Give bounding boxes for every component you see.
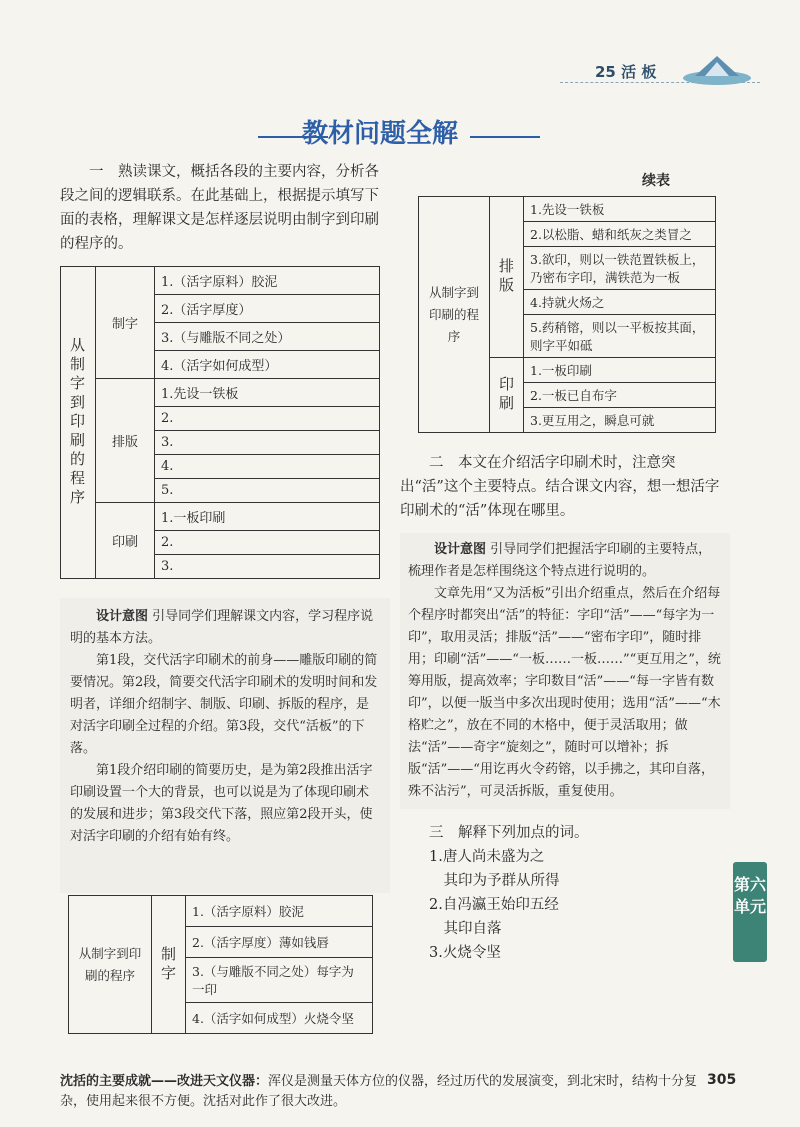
table-cell: 3.欲印，则以一铁范置铁板上，乃密布字印，满铁范为一板: [524, 247, 716, 290]
q3-line: 1.唐人尚未盛为之: [429, 849, 545, 865]
table-procedure-blank: [60, 266, 380, 579]
question-3: [400, 821, 730, 965]
section-name: 印刷: [96, 503, 155, 579]
design-note-1: [60, 598, 390, 893]
table-procedure-answered: [68, 895, 373, 1034]
question-2: 二 本文在介绍活字印刷术时，注意突出“活”这个主要特点。结合课文内容，想一想活字印刷术的“活”体现在哪里。: [400, 455, 720, 519]
table-cell: 4.（活字如何成型）火烧令坚: [186, 1003, 373, 1034]
table-group-cell: 从制字到印刷的程序: [69, 896, 152, 1034]
table-cell: 3.（与雕版不同之处）每字为一印: [186, 958, 373, 1003]
table-cell: 2.（活字厚度）: [155, 295, 380, 323]
table-cell: 1.先设一铁板: [155, 379, 380, 407]
table-cell: 1.先设一铁板: [524, 197, 716, 222]
table-cell: 2.: [155, 407, 380, 431]
question-3-title: 三 解释下列加点的词。: [429, 825, 589, 841]
note-label: 设计意图: [434, 542, 487, 557]
table-cell: 4.（活字如何成型）: [155, 351, 380, 379]
note-lead: 引导同学们理解课文内容，学习程序说明的基本方法。: [70, 609, 374, 646]
q3-item: [400, 845, 730, 965]
table-cell: 1.一板印刷: [524, 358, 716, 383]
ship-logo-icon: [680, 52, 755, 86]
table-cell: 1.一板印刷: [155, 503, 380, 531]
q3-line: 其印为予群从所得: [443, 873, 560, 889]
table-cell: 3.: [155, 555, 380, 579]
table-cell: 2.: [155, 531, 380, 555]
table-group-cell: 从制字到印刷的程序: [419, 197, 490, 433]
table-cell: 5.: [155, 479, 380, 503]
note-lead: 引导同学们把握活字印刷的主要特点，梳理作者是怎样围绕这个特点进行说明的。: [408, 542, 712, 579]
design-note-2: [400, 533, 730, 809]
table-cell: 1.（活字原料）胶泥: [186, 896, 373, 927]
table-cell: 3.更互用之，瞬息可就: [524, 408, 716, 433]
table-cell: 4.持就火炀之: [524, 290, 716, 315]
footer-text: 浑仪是测量天体方位的仪器，经过历代的发展演变，到北宋时，结构十分复杂，使用起来很不方便。沈括对此作了很大改进。: [60, 1074, 698, 1109]
table-cell: 4.: [155, 455, 380, 479]
table-group-cell: 从制字到印刷的程序: [61, 267, 96, 579]
table-procedure-continued: [418, 196, 716, 433]
left-column: [60, 160, 390, 579]
question-1: 一 熟读课文，概括各段的主要内容，分析各段之间的逻辑联系。在此基础上，根据提示填写下面的表格，理解课文是怎样逐层说明由制字到印刷的程序的。: [60, 164, 379, 252]
footer-note: [60, 1072, 700, 1112]
section-name: 印刷: [490, 358, 524, 433]
table-cell: 2.（活字厚度）薄如钱唇: [186, 927, 373, 958]
table-cell: 3.: [155, 431, 380, 455]
section-title: 教材问题全解: [301, 119, 458, 149]
note-label: 设计意图: [96, 609, 149, 624]
table-cell: 5.药稍镕，则以一平板按其面，则字平如砥: [524, 315, 716, 358]
section-name: 排版: [96, 379, 155, 503]
note-paragraph: 文章先用“又为活板”引出介绍重点，然后在介绍每个程序时都突出“活”的特征：字印“活”——“每字为一印”，取用灵活；排版“活”——“密布字印”，随时排用；印刷“活”——“一板……一板……”“更互用之”，统筹用版，提高效率；字印数目“活”——“每一字皆有数印”，以便一版当中多次出现时使用；选用“活”——“木格贮之”，放在不同的木格中，便于灵活取用；做法“活”——奇字“旋刻之”，随时可以增补；拆版“活”——“用讫再火令药镕，以手拂之，其印自落，殊不沾污”，可灵活拆版，重复使用。: [408, 586, 721, 799]
q3-line: 3.火烧令坚: [429, 945, 501, 961]
page-number: 305: [707, 1072, 737, 1088]
q3-line: 其印自落: [443, 921, 502, 937]
lesson-title: 25 活 板: [595, 63, 657, 81]
q3-line: 2.自冯瀛王始印五经: [429, 897, 559, 913]
table-cell: 3.（与雕版不同之处）: [155, 323, 380, 351]
right-column: [400, 170, 730, 965]
table-cell: 1.（活字原料）胶泥: [155, 267, 380, 295]
table-caption: 续表: [642, 173, 670, 189]
note-paragraph: 第1段，交代活字印刷术的前身——雕版印刷的简要情况。第2段，简要交代活字印刷术的发明时间和发明者，详细介绍制字、制版、印刷、拆版的程序，是对活字印刷全过程的介绍。第3段，交代“活板”的下落。: [70, 653, 378, 756]
section-name: 制字: [96, 267, 155, 379]
table-cell: 2.以松脂、蜡和纸灰之类冒之: [524, 222, 716, 247]
table-cell: 2.一板已自布字: [524, 383, 716, 408]
unit-tab: 第六单元: [733, 862, 767, 962]
footer-label: 沈括的主要成就——改进天文仪器：: [60, 1074, 269, 1089]
section-name: 制字: [152, 896, 186, 1034]
note-paragraph: 第1段介绍印刷的简要历史，是为第2段推出活字印刷设置一个大的背景，也可以说是为了体现印刷术的发展和进步；第3段交代下落，照应第2段开头，使对活字印刷的介绍有始有终。: [70, 763, 373, 844]
section-name: 排版: [490, 197, 524, 358]
